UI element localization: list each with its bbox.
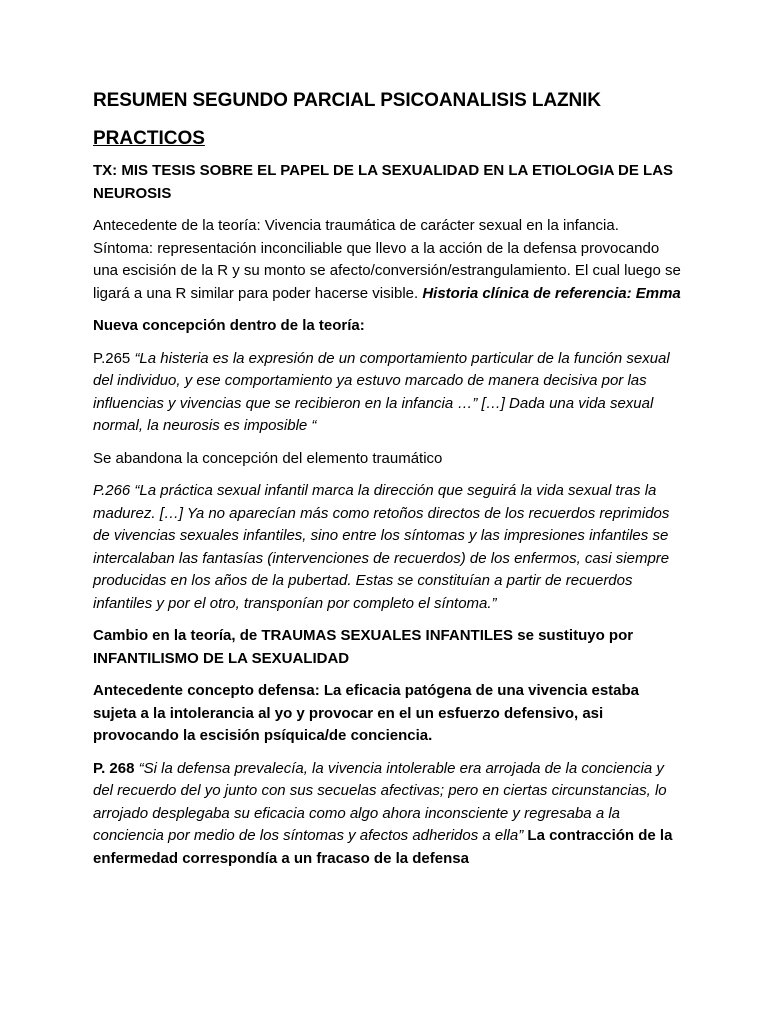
abandona-paragraph: Se abandona la concepción del elemento traumático — [93, 449, 443, 467]
p268-tail: La contracción de la enfermedad correspondía a un fracaso de la defensa — [93, 827, 673, 867]
document-title: RESUMEN SEGUNDO PARCIAL PSICOANALISIS LAZNIK — [93, 90, 601, 111]
p265-ref: P.265 — [93, 349, 135, 367]
p268-quote: “Si la defensa prevalecía, la vivencia intolerable era arrojada de la conciencia y del recuerdo del yo junto con sus secuelas afectivas; pero en ciertas circunstancias, lo arrojado desplegaba su eficacia como algo ahora inconsciente y regresaba a la conciencia por medio de los síntomas y afectos adheridos a ella” — [93, 759, 667, 844]
historia-reference: Historia clínica de referencia: Emma — [422, 284, 681, 302]
nueva-concepcion-heading: Nueva concepción dentro de la teoría: — [93, 317, 365, 334]
p266-paragraph: P.266 “La práctica sexual infantil marca la dirección que seguirá la vida sexual tras la madurez. […] Ya no aparecían más como retoños directos de los recuerdos reprimidos de vivencias sexuales infantiles, sino entre los síntomas y las impresiones infantiles se intercalaban las fantasías (intervenciones de recuerdos) de los enfermos, casi siempre producidas en los años de la pubertad. Estas se constituían a partir de recuerdos infantiles y por el otro, transponían por completo el síntoma.” — [93, 482, 670, 612]
antecedente-text: Antecedente de la teoría: Vivencia traumática de carácter sexual en la infancia. Síntoma: representación inconciliable que llevo a la acción de la defensa provocando una escisión de la R y su monto se afecto/conversión/estrangulamiento. El cual luego se ligará a una R similar para poder hacerse visible. — [93, 217, 681, 302]
tx-heading: TX: MIS TESIS SOBRE EL PAPEL DE LA SEXUALIDAD EN LA ETIOLOGIA DE LAS NEUROSIS — [93, 162, 674, 202]
document-page — [93, 88, 683, 870]
antecedente-defensa-paragraph: Antecedente concepto defensa: La eficacia patógena de una vivencia estaba sujeta a la intolerancia al yo y provocar en el un esfuerzo defensivo, asi provocando la escisión psíquica/de conciencia. — [93, 682, 640, 744]
p268-ref: P. 268 — [93, 759, 139, 777]
antecedente-paragraph — [93, 215, 683, 305]
p268-paragraph — [93, 758, 683, 871]
p265-paragraph — [93, 348, 683, 438]
p265-quote: “La histeria es la expresión de un comportamiento particular de la función sexual del individuo, y ese comportamiento ya estuvo marcado de manera decisiva por las influencias y vivencias que se recibieron en la infancia …” […] Dada una vida sexual normal, la neurosis es imposible “ — [93, 349, 670, 434]
cambio-paragraph: Cambio en la teoría, de TRAUMAS SEXUALES INFANTILES se sustituyo por INFANTILISMO DE LA SEXUALIDAD — [93, 627, 634, 667]
section-title: PRACTICOS — [93, 128, 205, 149]
